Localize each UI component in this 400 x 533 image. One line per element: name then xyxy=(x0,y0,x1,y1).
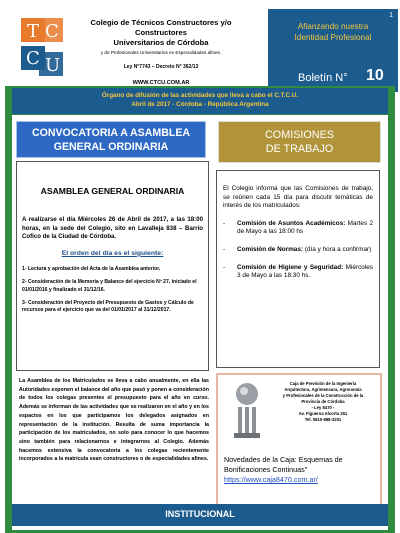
commission-item xyxy=(223,246,373,255)
dash-bullet: - xyxy=(223,263,226,271)
page-number: 1 xyxy=(389,12,393,19)
svg-text:C: C xyxy=(45,21,59,42)
banner xyxy=(12,88,388,114)
caja-box xyxy=(216,373,382,515)
banner-line1: Órgano de difusión de las actividades que lleva a cabo el C.T.C.U. xyxy=(101,92,299,99)
slogan xyxy=(268,21,398,43)
assembly-call-title-line2: GENERAL ORDINARIA xyxy=(53,141,169,153)
assembly-description: La Asamblea de los Matriculados se lleva a cabo anualmente, en ella las Autoridades exponen el balance del año que pasó y ponen a consideración de todos los colegas presentes el presupuesto para el año en curso. Además se informan de las actividades que se realizaron en el año y en los espacios en los que participamos los delegados asignados en representación de la institución. Resulta de suma importancia la participación de los matriculados, no solo para conocer lo que hacemos sino también para relacionarnos e integrarnos al Colegio. Además hacemos extensiva la convocatoria a los colegas recientemente incorporados a la matrícula sean constructores o de especialidades afines. xyxy=(19,378,209,463)
org-law: Ley N°7743 – Decreto N° 362/13 xyxy=(123,64,199,70)
banner-line2: Abril de 2017 - Córdoba - República Argentina xyxy=(131,100,269,108)
commission-item xyxy=(223,264,373,281)
assembly-paragraph: A realizarse el día Miércoles 26 de Abril de 2017, a las 18:00 horas, en la sede del Colegio, sito en Lavalleja 838 – Barrio Cofico de la Ciudad de Córdoba. xyxy=(22,216,203,241)
commission-item xyxy=(223,220,373,237)
slogan-line1: Afianzando nuestra xyxy=(297,22,369,31)
commission-detail: (día y hora a confirmar) xyxy=(303,245,372,253)
assembly-call-title xyxy=(16,121,206,158)
caja-news-text: Novedades de la Caja: Esquemas de Bonificaciones Continuas" xyxy=(224,455,343,474)
assembly-title: ASAMBLEA GENERAL ORDINARIA xyxy=(40,186,185,196)
bulletin-label: Boletín N° xyxy=(298,72,348,84)
header xyxy=(5,6,395,86)
commissions-intro: El Colegio informa que las Comisiones de trabajo, se reúnen cada 15 día para discutir temáticas de interés de los matriculados: xyxy=(223,185,373,210)
agenda-list xyxy=(22,266,203,315)
org-name-line1: Colegio de Técnicos Constructores y/o Constructores xyxy=(90,18,232,37)
assembly-box xyxy=(16,161,209,371)
assembly-call-title-line1: CONVOCATORIA A ASAMBLEA xyxy=(31,127,191,139)
agenda-item: 3- Consideración del Proyecto del Presupuesto de Gastos y Cálculo de recursos para el ejercicio que va del 01/01/2017 al 31/12/2017. xyxy=(22,300,194,314)
caja-info-line: Caja de Previsión de la Ingeniería xyxy=(289,381,357,386)
caja-info-line: - Ley 8470 - xyxy=(311,405,335,410)
caja-link[interactable]: https://www.caja8470.com.ar/ xyxy=(224,475,318,484)
svg-text:C: C xyxy=(26,48,40,69)
commissions-title-line2: DE TRABAJO xyxy=(265,143,334,155)
commission-name: Comisión de Normas: xyxy=(237,245,304,253)
commission-body xyxy=(237,246,373,255)
commission-name: Comisión de Higiene y Seguridad: xyxy=(237,263,344,271)
caja-info-line: y Profesionales de la Construcción de la xyxy=(282,393,364,398)
commission-detail: Miércoles 3 de Mayo a las 18:30 hs. xyxy=(237,263,374,280)
dash-bullet: - xyxy=(223,245,226,253)
caja-info-line: Arquitectura, Agrimensura, Agronomía xyxy=(284,387,362,392)
svg-text:U: U xyxy=(45,55,61,76)
footer-section-label: INSTITUCIONAL xyxy=(12,504,388,526)
agenda-item: 1- Lectura y aprobación del Acta de la Asamblea anterior. xyxy=(22,265,161,272)
caja-info xyxy=(268,381,378,423)
agenda-title: El orden del día es el siguiente: xyxy=(61,249,164,257)
commission-body xyxy=(237,220,373,237)
commission-body xyxy=(237,264,373,281)
org-subtitle: y de Profesionales Universitarios en Especialidades afines. xyxy=(100,50,222,55)
commissions-box xyxy=(216,170,380,368)
org-name-line2: Universitarios de Córdoba xyxy=(113,38,209,47)
organization-info xyxy=(67,18,255,86)
caja-logo-icon xyxy=(230,381,264,441)
caja-info-line: Av. Figueroa Alcorta 261 xyxy=(298,411,348,416)
commission-detail: Martes 2 de Mayo a las 18:00 hs xyxy=(237,219,374,236)
commission-name: Comisión de Asuntos Académicos: xyxy=(237,219,346,227)
slogan-line2: Identidad Profesional xyxy=(294,33,372,42)
bulletin-number: 10 xyxy=(366,67,384,84)
agenda-item: 2- Consideración de la Memoria y Balance del ejercicio Nº 27, iniciado el 01/01/2016 y finalizado el 31/12/16. xyxy=(22,279,197,293)
dash-bullet: - xyxy=(223,219,226,227)
ctcu-logo-icon xyxy=(19,16,65,78)
commissions-title-line1: COMISIONES xyxy=(265,129,334,141)
commissions-title xyxy=(218,121,381,163)
caja-info-line: Tel. 0810-888-3201 xyxy=(304,417,342,422)
org-website[interactable]: WWW.CTCU.COM.AR xyxy=(132,80,190,86)
svg-text:T: T xyxy=(27,21,40,42)
bulletin-box xyxy=(268,9,398,92)
caja-news xyxy=(224,455,380,485)
caja-info-line: Provincia de Córdoba xyxy=(301,399,345,404)
